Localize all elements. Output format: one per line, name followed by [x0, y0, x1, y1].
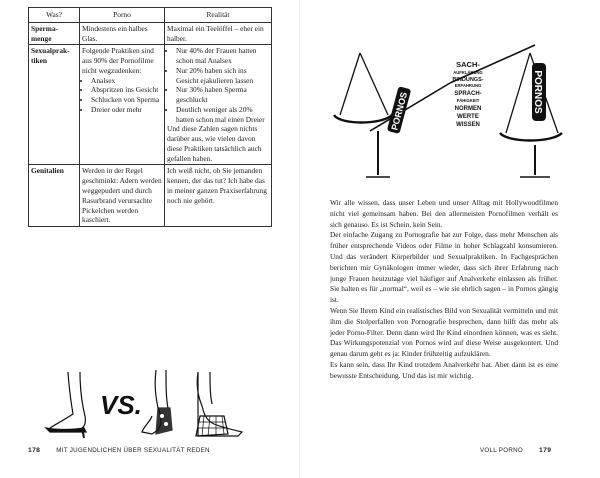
row-label-genitalien: Genitalien — [29, 165, 80, 227]
comparison-table — [28, 7, 272, 227]
cell-realitaet: Maximal ein Teelöffel – eher ein halber. — [165, 22, 272, 45]
balance-scale-illustration — [330, 35, 565, 185]
left-footer — [28, 447, 210, 454]
body-text — [330, 198, 558, 382]
left-page-number: 178 — [28, 447, 41, 454]
cell-realitaet: Ich weiß nicht, ob Sie jemanden kennen, der das tut? Ich habe das in meiner ganzen Praxiserfahrung noch nie gehört. — [165, 165, 272, 227]
header-realitaet: Realität — [165, 8, 272, 23]
list-item: • Nur 30% haben Sperma geschluckt — [176, 85, 269, 105]
right-footer — [480, 447, 551, 454]
right-running-title: VOLL PORNO — [480, 447, 524, 454]
list-item: • Dreier oder mehr — [91, 105, 162, 115]
stack-word: WISSEN — [456, 122, 480, 128]
list-item: • Schlucken von Sperma — [91, 95, 162, 105]
cell-porno: Mindestens ein halbes Glas. — [80, 22, 165, 45]
socked-feet-icon — [142, 370, 242, 436]
table-row — [29, 22, 272, 45]
list-item: • Analsex — [91, 76, 162, 86]
stack-word: BINDUNGS- — [452, 77, 484, 83]
left-pan-label: PORNOS — [389, 91, 410, 132]
paragraph: Der einfache Zugang zu Pornografie hat zur Folge, dass mehr Menschen als früher entsprechende Videos oder Filme in hoher Schlagzahl konsumieren. Und das verändert Körperbilder und Sexualpraktiken. In Fachgesprächen berichten mir Gynäkologen immer wieder, dass sich ihrer Erfahrung nach junge Frauen heutzutage viel häufiger auf Analverkehr einlassen als früher. Sie halten es für „normal“, weil es – wie sie ehrlich sagen – in Pornos gängig ist. — [330, 230, 558, 305]
middle-word-stack — [452, 60, 483, 128]
right-page-number: 179 — [539, 447, 552, 454]
porno-practices-list — [82, 76, 162, 115]
left-running-title: MIT JUGENDLICHEN ÜBER SEXUALITÄT REDEN — [56, 447, 210, 454]
right-pan-label: PORNOS — [532, 70, 543, 114]
row-label-sexualpraktiken: Sexualprak-tiken — [29, 45, 80, 165]
stack-word: ERFAHRUNG — [454, 83, 482, 88]
vs-label: VS. — [100, 390, 142, 420]
paragraph: Wenn Sie Ihrem Kind ein realistisches Bild von Sexualität vermitteln und mit ihm die Stolperfallen von Pornografie besprechen, dann hilft das mehr als jeder Porno-Filter. Denn dann wird Ihr Kind einordnen können, was es sieht. Das Wirkungspotenzial von Pornos wird auf diese Weise ausgekontert. Und genau darum geht es ja: Kinder frühzeitig aufzuklären. — [330, 305, 558, 359]
list-item: • Nur 40% der Frauen hatten schon mal Analsex — [176, 46, 269, 66]
row-label-spermamenge: Sperma-menge — [29, 22, 80, 45]
stack-word: SACH- — [456, 60, 480, 69]
reality-stats-list — [167, 46, 269, 124]
cell-realitaet — [165, 45, 272, 165]
cell-porno: Werden in der Regel geschminkt: Adern werden weggepudert und durch Rasurbrand verursachte Pickelchen werden kaschiert. — [80, 165, 165, 227]
list-item: • Nur 20% haben sich ins Gesicht ejakulieren lassen — [176, 66, 269, 86]
balance-scale-icon — [334, 45, 562, 177]
paragraph: Wir alle wissen, dass unser Leben und unser Alltag mit Hollywoodfilmen nicht viel gemeinsam haben. Bei den allermeisten Pornofilmen verhält es sich genauso. Es ist Schein, kein Sein. — [330, 198, 558, 229]
list-item: • Deutlich weniger als 20% hatten schon mal einen Dreier — [176, 105, 269, 125]
high-heel-foot-icon — [46, 372, 86, 438]
table-row — [29, 45, 272, 165]
stack-word: FÄHIGKEIT — [456, 98, 480, 103]
cell-intro-text: Folgende Praktiken sind aus 90% der Pornofilme nicht wegzudenken: — [82, 46, 154, 75]
header-was: Was? — [29, 8, 80, 23]
header-porno: Porno — [80, 8, 165, 23]
feet-vs-illustration — [38, 368, 248, 440]
stack-word: NORMEN — [454, 106, 482, 112]
list-item: • Abspritzen ins Gesicht — [91, 85, 162, 95]
paragraph: Es kann sein, dass Ihr Kind trotzdem Analverkehr hat. Aber dann ist es eine bewusste Entscheidung. Und das ist mir wichtig. — [330, 359, 558, 380]
stack-word: SPRACH- — [454, 91, 482, 97]
table-header-row — [29, 8, 272, 23]
cell-porno — [80, 45, 165, 165]
cell-note-text: Und diese Zahlen sagen nichts darüber aus, wie vielen davon diese Praktiken tatsächlich auch gefallen haben. — [167, 124, 262, 163]
stack-word: AUFKLÄRUNG — [453, 70, 483, 75]
table-row — [29, 165, 272, 227]
stack-word: WERTE — [457, 114, 479, 120]
